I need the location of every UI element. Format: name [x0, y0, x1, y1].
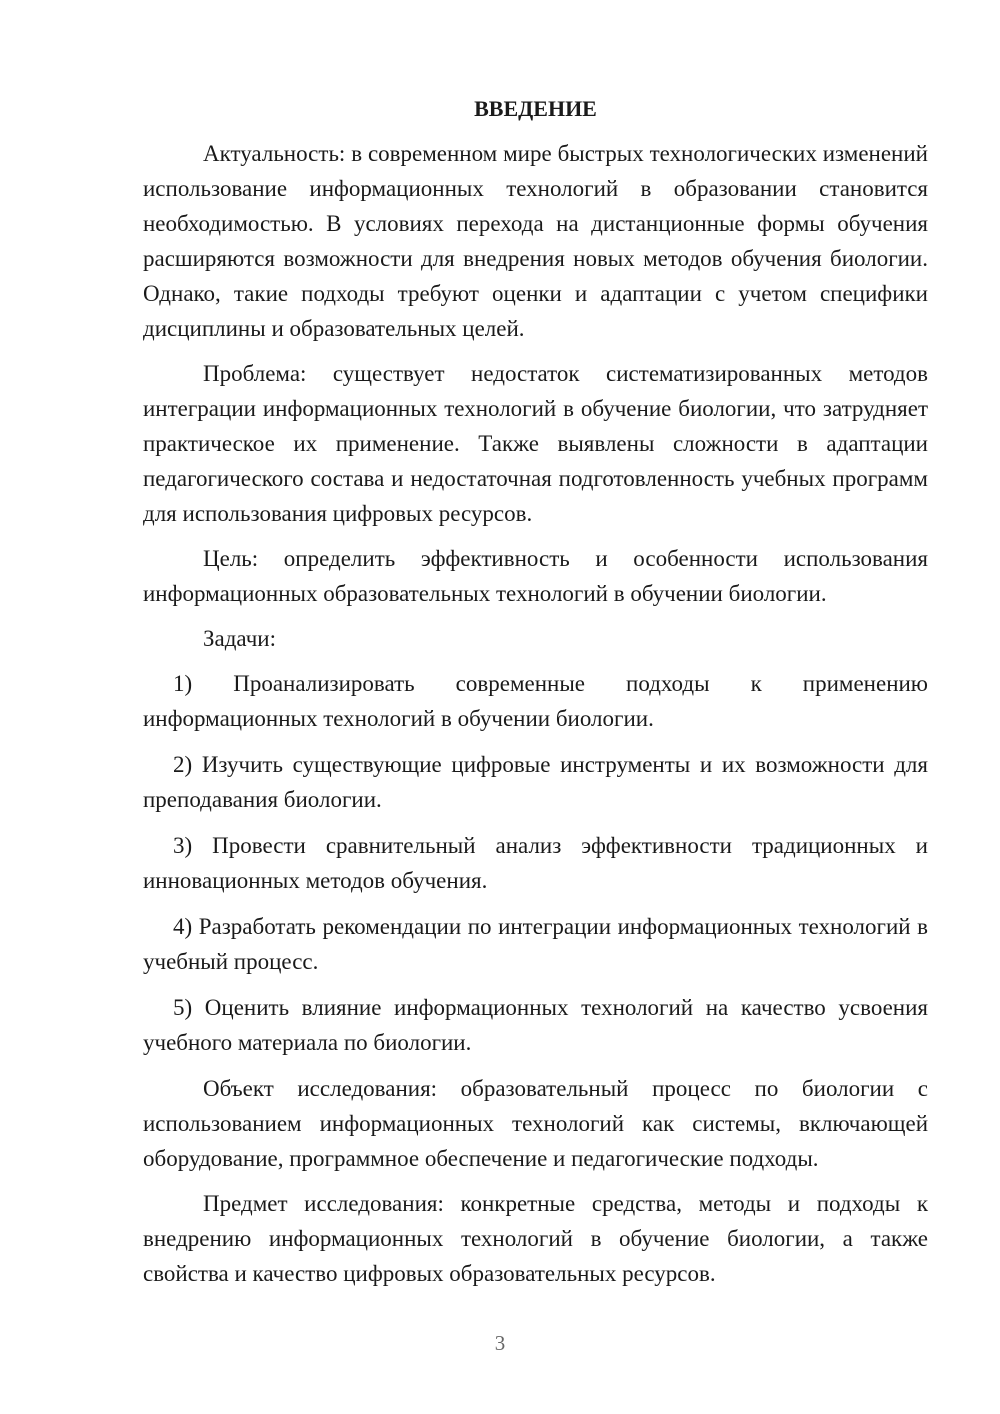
task-item-5: 5) Оценить влияние информационных технологий на качество усвоения учебного материала по биологии. [143, 995, 928, 1055]
task-item-4: 4) Разработать рекомендации по интеграции информационных технологий в учебный процесс. [143, 914, 928, 974]
task-item-3: 3) Провести сравнительный анализ эффективности традиционных и инновационных методов обучения. [143, 833, 928, 893]
relevance-paragraph: Актуальность: в современном мире быстрых технологических изменений использование информационных технологий в образовании становится необходимостью. В условиях перехода на дистанционные формы обучения расширяются возможности для внедрения новых методов обучения биологии. Однако, такие подходы требуют оценки и адаптации с учетом специфики дисциплины и образовательных целей. [143, 141, 928, 341]
object-paragraph: Объект исследования: образовательный процесс по биологии с использованием информационных технологий как системы, включающей оборудование, программное обеспечение и педагогические подходы. [143, 1076, 928, 1171]
page-number: 3 [494, 1331, 506, 1355]
problem-paragraph: Проблема: существует недостаток систематизированных методов интеграции информационных технологий в обучение биологии, что затрудняет практическое их применение. Также выявлены сложности в адаптации педагогического состава и недостаточная подготовленность учебных программ для использования цифровых ресурсов. [143, 361, 928, 526]
goal-paragraph: Цель: определить эффективность и особенности использования информационных образовательных технологий в обучении биологии. [143, 546, 928, 606]
subject-paragraph: Предмет исследования: конкретные средства, методы и подходы к внедрению информационных технологий в обучение биологии, а также свойства и качество цифровых образовательных ресурсов. [143, 1191, 928, 1286]
task-item-2: 2) Изучить существующие цифровые инструменты и их возможности для преподавания биологии. [143, 752, 928, 812]
document-page [143, 90, 928, 1301]
tasks-label: Задачи: [203, 626, 276, 651]
section-title: ВВЕДЕНИЕ [474, 96, 597, 121]
task-item-1: 1) Проанализировать современные подходы к применению информационных технологий в обучении биологии. [143, 671, 928, 731]
tasks-list [143, 666, 928, 1060]
